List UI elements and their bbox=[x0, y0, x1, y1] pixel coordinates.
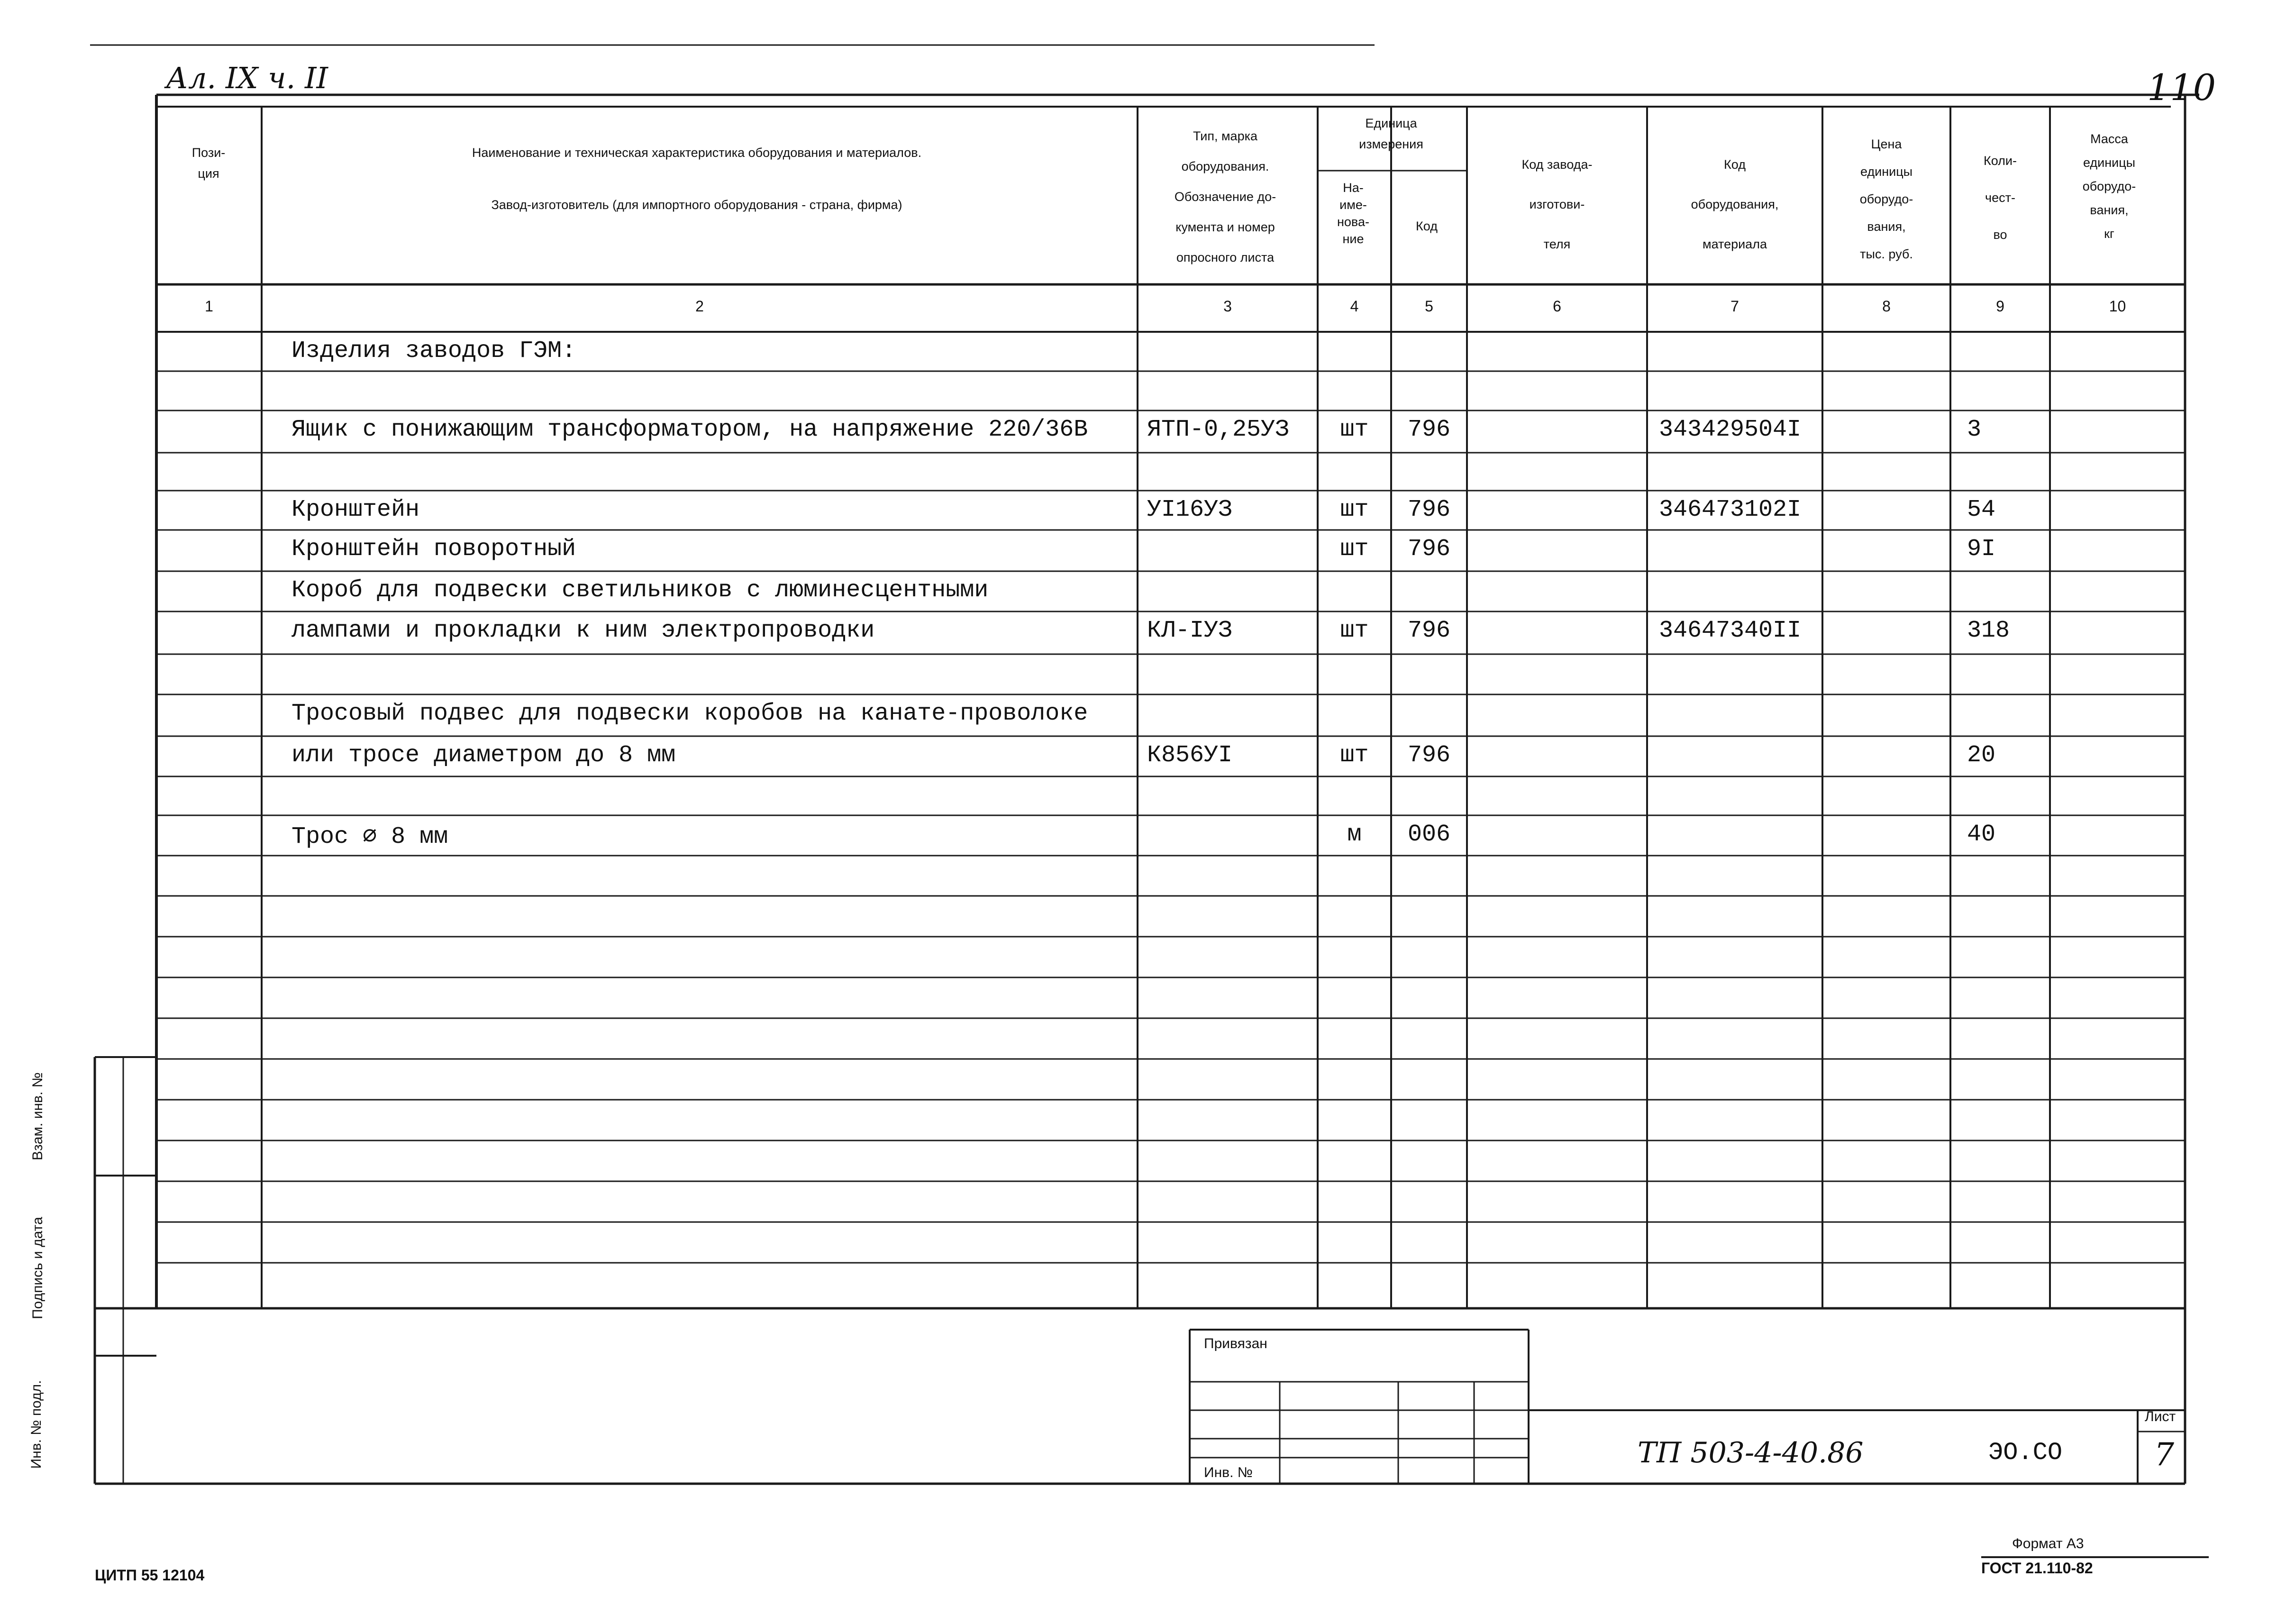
sheet-label: Лист bbox=[2145, 1409, 2176, 1424]
header-position: Пози- ция bbox=[191, 146, 226, 181]
album-note: Ал. IX bbox=[166, 61, 258, 95]
header-equip-code: Код оборудования, материала bbox=[1691, 157, 1779, 251]
table-cell-type: К856УI bbox=[1147, 742, 1233, 769]
binding-title: Привязан bbox=[1204, 1336, 1267, 1351]
table-cell-equip-code: 34647340II bbox=[1659, 617, 1802, 644]
table-cell-name: лампами и прокладки к ним электропроводки bbox=[291, 617, 875, 644]
column-number: 8 bbox=[1882, 298, 1891, 315]
table-cell-name: Короб для подвески светильников с люминесцентными bbox=[291, 577, 989, 604]
footer-gost: ГОСТ 21.110-82 bbox=[1981, 1560, 2093, 1577]
table-cell-name: Ящик с понижающим трансформатором, на напряжение 220/36В bbox=[291, 416, 1088, 443]
table-cell-unit: шт bbox=[1340, 416, 1369, 443]
header-unit-code: Код bbox=[1416, 219, 1438, 233]
header-mass: Масса единицы оборудо- вания, кг bbox=[2082, 132, 2136, 241]
table-cell-qty: 9I bbox=[1967, 536, 1996, 563]
table-cell-name: Кронштейн поворотный bbox=[291, 536, 576, 563]
table-cell-code: 796 bbox=[1407, 742, 1450, 769]
table-cell-name: Изделия заводов ГЭМ: bbox=[291, 338, 576, 365]
side-stamp-replace-inv: Взам. инв. № bbox=[30, 1072, 46, 1160]
table-cell-name: или тросе диаметром до 8 мм bbox=[291, 742, 676, 769]
table-cell-code: 006 bbox=[1407, 821, 1450, 848]
column-number: 5 bbox=[1425, 298, 1433, 315]
table-cell-equip-code: 343429504I bbox=[1659, 416, 1802, 443]
table-cell-unit: шт bbox=[1340, 536, 1369, 563]
table-cell-type: КЛ-IУЗ bbox=[1147, 617, 1233, 644]
table-cell-qty: 20 bbox=[1967, 742, 1996, 769]
table-cell-unit: шт bbox=[1340, 617, 1369, 644]
side-stamp-inv-orig: Инв. № подл. bbox=[28, 1380, 44, 1469]
column-number: 7 bbox=[1730, 298, 1739, 315]
table-cell-qty: 54 bbox=[1967, 496, 1996, 523]
header-name-line2: Завод-изготовитель (для импортного оборудования - страна, фирма) bbox=[491, 198, 902, 212]
header-unit-name: На- име- нова- ние bbox=[1337, 181, 1369, 246]
table-cell-type: ЯТП-0,25УЗ bbox=[1147, 416, 1290, 443]
header-price: Цена единицы оборудо- вания, тыс. руб. bbox=[1859, 137, 1913, 261]
column-number: 6 bbox=[1553, 298, 1561, 315]
table-cell-name: Трос ∅ 8 мм bbox=[291, 823, 448, 850]
doc-code: ТП 503-4-40.86 bbox=[1638, 1436, 1864, 1469]
footer-left: ЦИТП 55 12104 bbox=[95, 1567, 205, 1584]
sheet-number: 7 bbox=[2154, 1436, 2174, 1473]
table-cell-qty: 40 bbox=[1967, 821, 1996, 848]
table-cell-unit: шт bbox=[1340, 496, 1369, 523]
header-name-line1: Наименование и техническая характеристика оборудования и материалов. bbox=[472, 146, 922, 160]
table-cell-name: Тросовый подвес для подвески коробов на канате-проволоке bbox=[291, 700, 1088, 727]
footer-format: Формат А3 bbox=[2012, 1536, 2084, 1551]
part-note: ч. II bbox=[268, 61, 328, 95]
side-stamp-sign-date: Подпись и дата bbox=[30, 1217, 46, 1319]
column-number: 3 bbox=[1223, 298, 1232, 315]
table-cell-unit: м bbox=[1347, 821, 1362, 848]
column-number: 4 bbox=[1350, 298, 1359, 315]
column-number: 1 bbox=[205, 298, 213, 315]
table-cell-type: УI16УЗ bbox=[1147, 496, 1233, 523]
table-cell-name: Кронштейн bbox=[291, 496, 420, 523]
table-cell-qty: 3 bbox=[1967, 416, 1982, 443]
column-number: 9 bbox=[1996, 298, 2004, 315]
table-cell-code: 796 bbox=[1407, 617, 1450, 644]
table-cell-unit: шт bbox=[1340, 742, 1369, 769]
table-cell-code: 796 bbox=[1407, 536, 1450, 563]
page-number: 110 bbox=[2147, 66, 2216, 109]
column-number: 10 bbox=[2109, 298, 2126, 315]
table-cell-code: 796 bbox=[1407, 496, 1450, 523]
binding-inv-label: Инв. № bbox=[1204, 1465, 1253, 1480]
column-number: 2 bbox=[695, 298, 704, 315]
header-type: Тип, марка оборудования. Обозначение до- кумента и номер опросного листа bbox=[1174, 129, 1276, 265]
table-cell-code: 796 bbox=[1407, 416, 1450, 443]
header-mfr-code: Код завода- изготови- теля bbox=[1521, 157, 1593, 251]
table-cell-qty: 318 bbox=[1967, 617, 2010, 644]
header-qty: Коли- чест- во bbox=[1984, 154, 2017, 242]
table-cell-equip-code: 346473102I bbox=[1659, 496, 1802, 523]
header-unit: Единица измерения bbox=[1359, 116, 1423, 151]
sheet-code: ЭО.СО bbox=[1988, 1439, 2063, 1467]
